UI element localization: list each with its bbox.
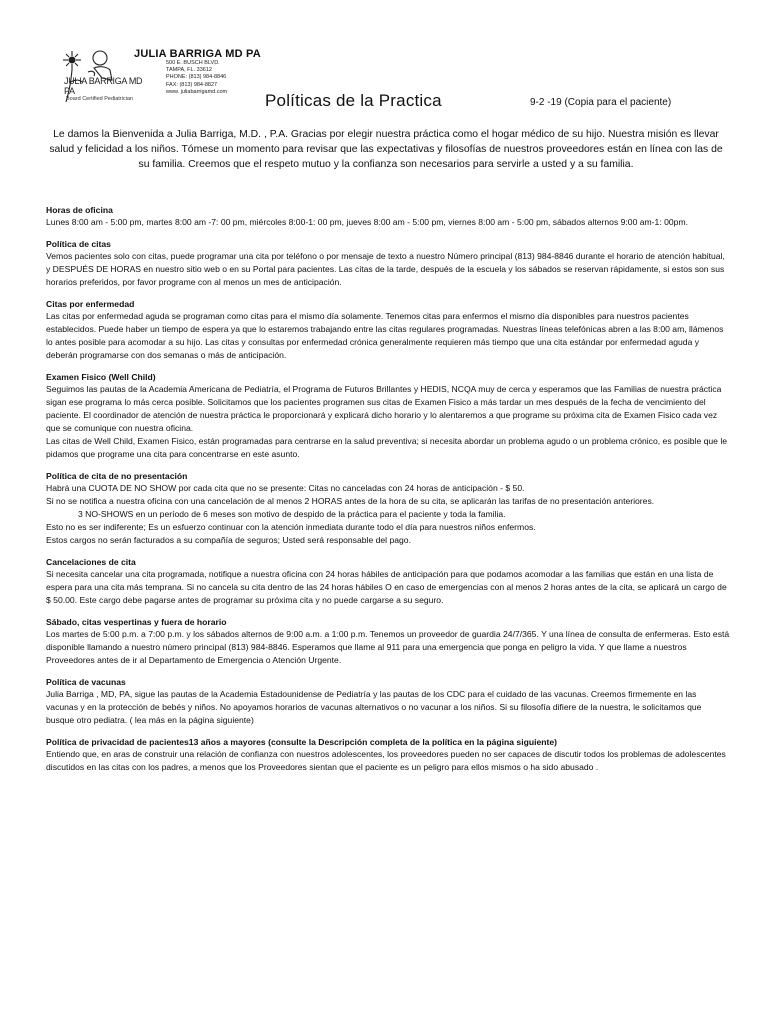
section-paragraph: Los martes de 5:00 p.m. a 7:00 p.m. y los sábados alternos de 9:00 a.m. a 1:00 p.m. Tenemos un proveedor de guardia 24/7/365. Y una línea de consulta de enfermeras. Esto está disponible llamando a nuestro número principal (813) 984-8846. Esperamos que llame al 911 para una emergencia que ponga en peligro la vida. Y que llame a nuestros Proveedores antes de ir al Departamento de Emergencia o Atención Urgente. [46, 629, 730, 665]
policy-section [46, 616, 730, 667]
fax-line: FAX: (813) 984-8827 [166, 81, 218, 88]
section-paragraph: Si necesita cancelar una cita programada, notifique a nuestra oficina con 24 horas hábiles de anticipación para que podamos acomodar a las familias que están en una lista de espera para una cita más temprana. Si no cancela su cita dentro de las 24 horas hábiles O en caso de emergencias con al menos 2 horas antes de la cita, se aplicará un cargo de $ 50.00. Este cargo debe pagarse antes de programar su próxima cita y no puede cargarse a su seguro. [46, 569, 727, 605]
section-body [46, 216, 730, 229]
section-paragraph: Las citas por enfermedad aguda se programan como citas para el mismo día solamente. Tenemos citas para enfermos el mismo día disponibles para nuestros pacientes establecidos. Puede haber un tiempo de espera ya que lo estaremos trabajando entre las citas regulares programadas. Nuestras líneas telefónicas abren a las 8:00 am, llámenos lo antes posible para acomodar a su hijo. Las citas y consultas por enfermedad crónica generalmente requieren más tiempo que una cita estándar por enfermedad aguda y deberán programarse con dos semanas o más de anticipación. [46, 311, 724, 360]
section-paragraph: Lunes 8:00 am - 5:00 pm, martes 8:00 am -7: 00 pm, miércoles 8:00-1: 00 pm, jueves 8:00 am - 5:00 pm, viernes 8:00 am - 5:00 pm, sábados alternos 9:00 am-1: 00pm. [46, 217, 688, 227]
section-body [46, 383, 730, 461]
section-paragraph: Habrá una CUOTA DE NO SHOW por cada cita que no se presente: Citas no canceladas con 24 horas de anticipación - $ 50. [46, 483, 525, 493]
logo-certification: Board Certified Pediatrician [66, 96, 133, 102]
policy-section [46, 298, 730, 362]
section-heading: Examen Fisico (Well Child) [46, 372, 156, 382]
policy-section [46, 470, 730, 547]
section-paragraph: 3 NO-SHOWS en un período de 6 meses son motivo de despido de la práctica para el paciente y toda la familia. [78, 509, 506, 519]
policy-section [46, 204, 730, 229]
section-paragraph: Si no se notifica a nuestra oficina con una cancelación de al menos 2 HORAS antes de la hora de su cita, se aplicarán las tarifas de no presentación anteriores. [46, 496, 655, 506]
address-line: 500 E. BUSCH BLVD. [166, 60, 220, 66]
logo-title: JULIA BARRIGA MD PA [134, 48, 261, 60]
section-heading: Horas de oficina [46, 205, 113, 215]
section-paragraph: Vemos pacientes solo con citas, puede programar una cita por teléfono o por mensaje de texto a nuestro Número principal (813) 984-8846 durante el horario de atención habitual, y DESPUÉS DE HORAS en nuestro sitio web o en su Portal para pacientes. Las citas de la tarde, después de la escuela y los sábados se reservan rápidamente, si estos son sus horarios preferidos, por favor programe con al menos un mes de anticipación. [46, 251, 725, 287]
logo-brand-text: JULIA BARRIGA MD PA [64, 76, 143, 96]
section-heading: Citas por enfermedad [46, 299, 135, 309]
section-heading: Política de cita de no presentación [46, 471, 188, 481]
website-line: www. juliabarrigamd.com [166, 88, 228, 95]
section-heading: Sábado, citas vespertinas y fuera de horario [46, 617, 227, 627]
section-paragraph: Esto no es ser indiferente; Es un esfuerzo continuar con la atención inmediata durante todo el día para nuestros niños enfermos. [46, 522, 536, 532]
policy-section [46, 736, 730, 774]
section-paragraph: Entiendo que, en aras de construir una relación de confianza con nuestros adolescentes, los proveedores pueden no ser capaces de discutir todos los problemas de adolescentes discutidos en las citas con los padres, a menos que los Proveedores sientan que el paciente es un peligro para ellos mismos o ha sido abusado . [46, 749, 726, 772]
page-title: Políticas de la Practica [265, 91, 442, 110]
section-body [46, 310, 730, 362]
date-note: 9-2 -19 (Copia para el paciente) [530, 97, 672, 108]
section-body [46, 568, 730, 607]
section-paragraph: Las citas de Well Child, Examen Fisico, están programadas para centrarse en la salud preventiva; si necesita abordar un problema agudo o un problema crónico, es posible que le pidamos que programe una cita para concentrarse en este asunto. [46, 436, 728, 459]
practice-logo [58, 46, 263, 106]
section-body [46, 482, 730, 547]
section-body [46, 688, 730, 727]
phone-line: PHONE: (813) 984-8846 [166, 74, 227, 81]
policy-section [46, 371, 730, 461]
policy-sections [46, 204, 730, 783]
section-heading: Política de citas [46, 239, 111, 249]
section-paragraph: Seguimos las pautas de la Academia Americana de Pediatría, el Programa de Futuros Brillantes y HEDIS, NCQA muy de cerca y esperamos que las Familias de nuestra práctica sigan ese programa lo más cerca posible. Solicitamos que los pacientes programen sus citas de Examen Fisico a más tardar un mes después de la fecha de vencimiento del paciente. El coordinador de atención de nuestra práctica le proporcionará y explicará dicho horario y lo alentaremos a que programe su próxima cita de Examen Fisico cada vez que se comunique con nuestra oficina. [46, 384, 722, 433]
section-paragraph: Estos cargos no serán facturados a su compañía de seguros; Usted será responsable del pago. [46, 535, 411, 545]
section-paragraph: Julia Barriga , MD, PA, sigue las pautas de la Academia Estadounidense de Pediatría y las pautas de los CDC para el cuidado de las vacunas. Creemos firmemente en las vacunas y en la protección de bebés y niños. No apoyamos horarios de vacunas alternativos o no vacunar a los niños. Si su filosofía difiere de la nuestra, le solicitamos que busque otro pediatra. ( lea más en la página siguiente) [46, 689, 702, 725]
policy-section [46, 676, 730, 727]
policy-section [46, 556, 730, 607]
section-body [46, 628, 730, 667]
section-body [46, 748, 730, 774]
welcome-paragraph: Le damos la Bienvenida a Julia Barriga, M.D. , P.A. Gracias por elegir nuestra práctica como el hogar médico de su hijo. Nuestra misión es llevar salud y felicidad a los niños. Tómese un momento para revisar que las expectativas y filosofías de nuestros proveedores están en línea con las de su familia. Creemos que el respeto mutuo y la confianza son necesarios para servirle a usted y a su familia. [49, 129, 723, 170]
policy-section [46, 238, 730, 289]
section-heading: Política de privacidad de pacientes13 años a mayores (consulte la Descripción completa de la política en la página siguiente) [46, 737, 558, 747]
section-body [46, 250, 730, 289]
address-line: TAMPA, FL. 33612 [166, 67, 212, 74]
section-heading: Cancelaciones de cita [46, 557, 136, 567]
section-heading: Política de vacunas [46, 677, 126, 687]
